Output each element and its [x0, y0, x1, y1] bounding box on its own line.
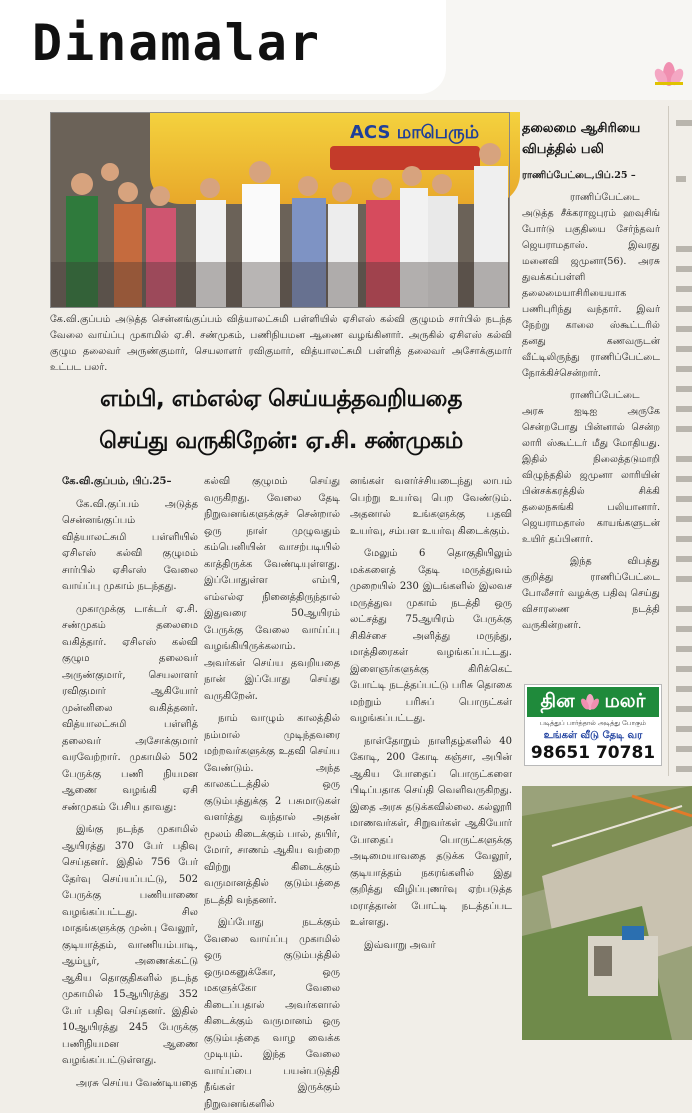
article-paragraph: னங்கள் வளர்ச்சியடைந்து லாபம் பெற்று உயர்வு பெற வேண்டும். அதனால் உங்களுக்கு பதவி உயர்வு, சம்பள உயர்வு கிடைக்கும்.	[350, 476, 512, 537]
article-paragraph: இவ்வாறு அவர்	[364, 939, 436, 951]
adjacent-column-fragment	[672, 106, 692, 1047]
lotus-logo-icon	[652, 58, 686, 88]
headline-line-2: செய்து வருகிறேன்: ஏ.சி. சண்முகம்	[99, 428, 463, 454]
article-paragraph: கல்வி குழுமம் செய்து வருகிறது. வேலை தேடி நிறுவனங்களுக்குச் சென்றால் ஒரு நாள் முழுவதும் கம்பெனியின் வாசற்படியில் காத்திருக்க வேண்டியுள்ளது. இப்போதுள்ள எம்பி, எம்எல்ஏ நினைத்திருந்தால் இதுவரை 50ஆயிரம் பேருக்கு வேலை வாய்ப்பு வழங்கியிருக்கலாம். அவர்கள் செய்ய தவறியதை நான் இப்போது செய்து வருகிறேன்.	[204, 476, 340, 702]
photo-banner-text: ACS மாபெரும்	[350, 122, 480, 143]
article-paragraph: நாம் வாழும் காலத்தில் நம்மால் முடிந்தவரை மற்றவர்களுக்கு உதவி செய்ய வேண்டும். அந்த காலகட்டத்தில் ஒரு குடும்பத்துக்கு 2 பசுமாடுகள் வளர்த்து வந்தால் அதன் மூலம் கிடைக்கும் பால், தயிர், மோர், சாணம் ஆகிய வற்றை விற்று கிடைக்கும் வருமானத்தில் குடும்பத்தை நடத்தி வந்தனர்.	[204, 713, 340, 906]
side-story-paragraph: இந்த விபத்து குறித்து ராணிப்பேட்டை போலீசார் வழக்கு பதிவு செய்து விசாரணை நடத்தி வருகின்றனர்.	[522, 556, 660, 631]
side-story-paragraph: ராணிப்பேட்டை அடுத்த சீக்கராஜபுரம் ஹவுசிங் போர்டு பகுதியை சேர்ந்தவர் ஜெயராமதாஸ். இவரது மனைவி ஜமுனா(56). அரசு துவக்கப்பள்ளி தலைமையாசிரியையாக பணிபுரிந்து வந்தார். இவர் நேற்று காலை ஸ்கூட்டரில் தனது கணவருடன் வீட்டிலிருந்து ராணிப்பேட்டை நோக்கிச்சென்றார்.	[522, 192, 660, 379]
article-dateline: கே.வி.குப்பம், பிப்.25–	[62, 476, 172, 487]
ad-lotus-icon	[579, 693, 601, 711]
park-illustration	[522, 786, 692, 1040]
article-paragraph: இப்போது நடக்கும் வேலை வாய்ப்பு முகாமில் ஒரு குடும்பத்தில் ஒருமகனுக்கோ, ஒரு மகளுக்கோ வேலை கிடைப்பதால் அவர்களால் கிடைக்கும் வருமானம் ஒரு குடும்பத்தை வாழ வைக்க முடியும். இந்த வேலை வாய்ப்பை பயன்படுத்தி நீங்கள் இருக்கும் நிறுவனங்களில்	[204, 917, 340, 1110]
side-story-body	[522, 168, 660, 640]
article-paragraph: அரசு செய்ய வேண்டியதை	[76, 1077, 198, 1089]
ad-tagline: படித்துப் பார்த்தால் அடித்து போகும்	[540, 719, 646, 727]
side-story-paragraph: ராணிப்பேட்டை அரசு ஐடிஐ அருகே சென்றபோது பின்னால் சென்ற லாரி ஸ்கூட்டர் மீது மோதியது. இதில் நிலைத்தடுமாறி விழுந்ததில் ஜமுனா லாரியின் பின்சக்கரத்தில் சிக்கி தலைநசுங்கி பலியானார். ஜெயராமதாஸ் காயங்களுடன் உயிர் தப்பினார்.	[522, 390, 660, 545]
article-column-1	[62, 474, 198, 1089]
side-story-title: தலைமை ஆசிரியை விபத்தில் பலி	[522, 121, 641, 157]
article-paragraph: கே.வி.குப்பம் அடுத்த சென்னங்குப்பம் வித்யாலட்சுமி பள்ளியில் ஏசிஎஸ் கல்வி குழுமம் சார்பில் ஏசிஎஸ் வேலை வாய்ப்பு முகாம் நடந்தது.	[62, 498, 198, 592]
ad-logo-left: தின	[540, 689, 575, 712]
headline-line-1: எம்பி, எம்எல்ஏ செய்யத்தவறியதை	[100, 386, 462, 412]
side-story-dateline: ராணிப்பேட்டை,பிப்.25 –	[522, 170, 636, 181]
ad-phone-number: 98651 70781	[530, 743, 656, 763]
brand-title: Dinamalar	[32, 14, 321, 72]
ad-logo-right: மலர்	[604, 689, 646, 712]
brand-box	[0, 0, 446, 94]
ad-call-to-action: உங்கள் வீடு தேடி வர	[543, 730, 643, 741]
article-column-3	[350, 474, 512, 1047]
ad-logo	[527, 687, 659, 717]
article-paragraph: மேலும் 6 தொகுதியிலும் மக்களைத் தேடி மருத்துவம் முறையில் 230 இடங்களில் இலவச மருத்துவ முகாம் நடத்தி ஒரு லட்சத்து 75ஆயிரம் பேருக்கு சிகிச்சை அளித்து மருந்து, மாத்திரைகள் வழங்கப்பட்டது. இளைஞர்களுக்கு கிரிக்கெட் போட்டி நடத்தப்பட்டு பரிசு தொகை மற்றும் பரிசுப் பொருட்கள் வழங்கப்பட்டது.	[350, 548, 512, 724]
park-photo	[522, 786, 692, 1040]
article-paragraph: முகாமுக்கு டாக்டர் ஏ.சி. சண்முகம் தலைமை வகித்தார். ஏசிஎஸ் கல்வி குழும தலைவர் அருண்குமார், செயலாளர் ரவிகுமார் ஆகியோர் முன்னிலை வகித்தனர். வித்யாலட்சுமி பள்ளித் தலைவர் அசோக்குமார் வரவேற்றார். முகாமில் 502 பேருக்கு பணி நியமன ஆணை வழங்கி ஏசி சண்முகம் பேசிய தாவது:	[62, 603, 198, 813]
column-rule	[668, 106, 669, 776]
event-photo-frame	[50, 112, 510, 308]
article-column-2	[204, 474, 340, 1110]
article-paragraph: இங்கு நடந்த முகாமில் ஆயிரத்து 370 பேர் பதிவு செய்தனர். இதில் 756 பேர் தேர்வு செய்யப்பட்டு, 502 பேருக்கு பணியாணை வழங்கப்பட்டது. சில மாதங்களுக்கு முன்பு வேலூர், குடியாத்தம், வாணியம்பாடி, ஆம்பூர், அணைக்கட்டு ஆகிய தொகுதிகளில் நடந்த முகாமில் 15ஆயிரத்து 352 பேர் பதிவு செய்தனர். இதில் 10ஆயிரத்து 245 பேருக்கு பணிநியமன ஆணை வழங்கப்பட்டுள்ளது.	[62, 824, 198, 1066]
article-paragraph: நாள்தோறும் நாளிதழ்களில் 40 கோடி, 200 கோடி கஞ்சா, அபின் ஆகிய போதைப் பொருட்களை பிடிப்பதாக செய்தி வெளிவருகிறது. இதை அரசு தடுக்கவில்லை. கல்லூரி மாணவர்கள், சிறுவர்கள் ஆகியோர் போதைப் பொருட்களுக்கு அடிமையாவதை தடுக்க வேலூர், குடியாத்தம் நகரங்களில் இது குறித்து விழிப்புணர்வு ஏற்படுத்த மராத்தான் போட்டி நடத்தப்பட உள்ளது.	[350, 735, 512, 928]
photo-caption: கே.வி.குப்பம் அடுத்த சென்னங்குப்பம் வித்யாலட்சுமி பள்ளியில் ஏசிஎஸ் கல்வி குழுமம் சார்பில் நடந்த வேலை வாய்ப்பு முகாமில் ஏ.சி. சண்முகம், பணிநியமன ஆணை வழங்கினார். அருகில் ஏசிஎஸ் கல்வி குழும தலைவர் அருண்குமார், செயலாளர் ரவிகுமார், வித்யாலட்சுமி பள்ளித் தலைவர் அசோக்குமார் உட்பட பலர்.	[50, 314, 512, 373]
subscription-ad	[524, 684, 662, 766]
